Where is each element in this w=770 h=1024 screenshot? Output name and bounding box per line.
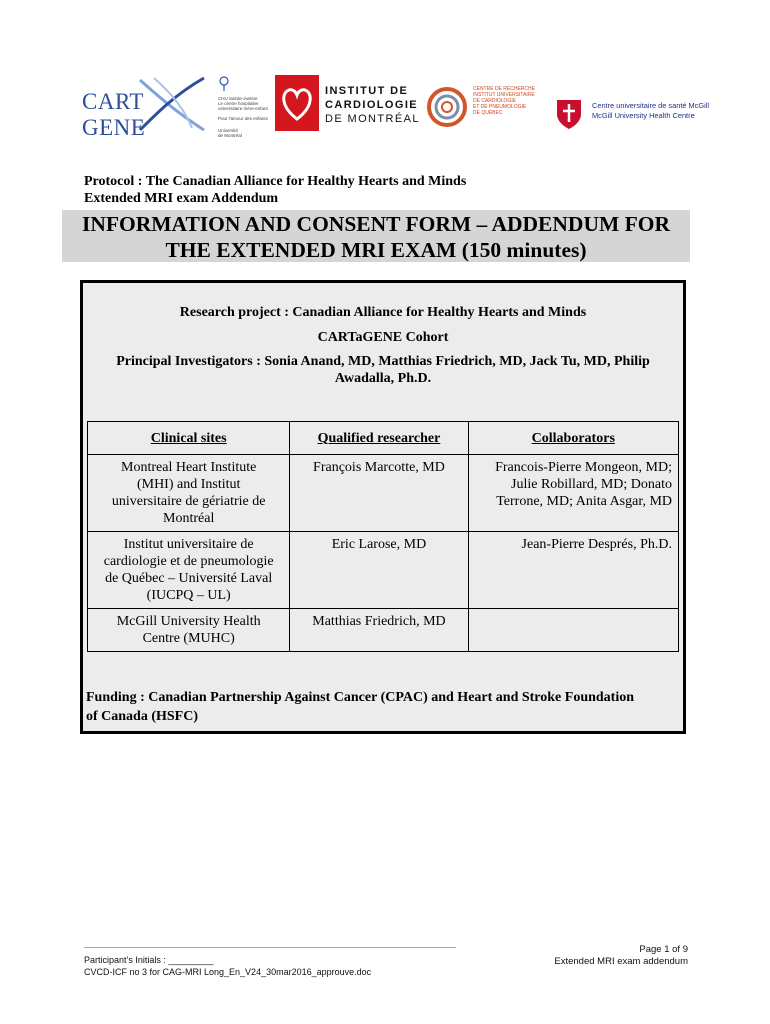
muhc-line: Centre universitaire de santé McGill (592, 101, 710, 110)
chu-line: Le centre hospitalier (218, 101, 259, 106)
chu-line: de Montréal (218, 133, 242, 138)
iucpq-line: INSTITUT UNIVERSITAIRE (473, 92, 535, 98)
iucpq-line: DE CARDIOLOGIE (473, 98, 517, 104)
iucpq-line: CENTRE DE RECHERCHE (473, 86, 535, 92)
table-row (88, 455, 679, 532)
collaborators-cell (468, 455, 678, 532)
cartagene-wordmark: CART GENE (82, 89, 146, 140)
site-line: (IUCPQ – UL) (146, 588, 231, 603)
site-line: cardiologie et de pneumologie (103, 554, 274, 569)
investigators-line: Awadalla, Ph.D. (334, 371, 432, 386)
muhc-shield-icon (555, 98, 583, 130)
page-number: Page 1 of 9 (639, 944, 688, 955)
col-header-collaborators: Collaborators (468, 422, 678, 455)
site-line: (MHI) and Institut (136, 477, 241, 492)
muhc-line: McGill University Health Centre (592, 111, 695, 120)
site-line: de Québec – Université Laval (105, 571, 273, 586)
icm-line: CARDIOLOGIE (325, 99, 419, 111)
site-line: Institut universitaire de (123, 537, 254, 552)
col-header-researcher: Qualified researcher (290, 422, 468, 455)
funding-statement (86, 688, 686, 726)
site-cell (88, 455, 290, 532)
title-line: INFORMATION AND CONSENT FORM – ADDENDUM FOR (81, 212, 671, 236)
table-header-row (88, 422, 679, 455)
document-filename: CVCD-ICF no 3 for CAG-MRI Long_En_V24_30mar2016_approuve.doc (84, 967, 372, 977)
researcher-cell: Eric Larose, MD (290, 532, 468, 609)
researcher-cell: Matthias Friedrich, MD (290, 609, 468, 652)
iucpq-rings-icon (426, 86, 468, 128)
icm-line: DE MONTRÉAL (325, 113, 420, 125)
footer-left (84, 954, 371, 978)
collab-line: Francois-Pierre Mongeon, MD; (495, 460, 672, 475)
researcher-cell: François Marcotte, MD (290, 455, 468, 532)
protocol-heading (84, 173, 466, 207)
protocol-line: Protocol : The Canadian Alliance for Healthy Hearts and Minds (84, 174, 467, 189)
col-header-sites: Clinical sites (88, 422, 290, 455)
cartagene-logo (80, 72, 208, 140)
chu-emblem-icon (218, 76, 230, 92)
table-row (88, 609, 679, 652)
chu-line: universitaire mère-enfant (218, 106, 268, 111)
icm-logo (275, 75, 420, 131)
cohort-name: CARTaGENE Cohort (317, 330, 449, 345)
iucpq-line: ET DE PNEUMOLOGIE (473, 104, 527, 110)
site-cell (88, 532, 290, 609)
chu-line: Université (218, 128, 239, 133)
muhc-logo (555, 92, 710, 132)
footer-right (500, 944, 688, 968)
funding-line: Funding : Canadian Partnership Against Cancer (CPAC) and Heart and Stroke Foundation (86, 690, 635, 705)
icm-line: INSTITUT DE (325, 85, 409, 97)
site-cell (88, 609, 290, 652)
funding-line: of Canada (HSFC) (86, 709, 199, 724)
document-title (62, 211, 690, 263)
participant-initials: Participant’s Initials : _________ (84, 955, 214, 965)
table-row (88, 532, 679, 609)
iucpq-logo (426, 80, 546, 132)
investigators-line: Principal Investigators : Sonia Anand, MD, Matthias Friedrich, MD, Jack Tu, MD, Philip (116, 354, 650, 369)
chu-line: Pour l'amour des enfants (218, 116, 268, 121)
collaborators-cell (468, 532, 678, 609)
collab-line: Julie Robillard, MD; Donato (511, 477, 672, 492)
site-line: McGill University Health (116, 614, 261, 629)
document-name: Extended MRI exam addendum (554, 956, 688, 967)
chu-line: CHU Sainte-Justine (218, 96, 258, 101)
iucpq-line: DE QUÉBEC (473, 110, 503, 116)
protocol-line: Extended MRI exam Addendum (84, 191, 279, 206)
chu-sainte-justine-logo (214, 76, 266, 142)
collab-line: Jean-Pierre Després, Ph.D. (521, 537, 672, 552)
site-line: universitaire de gériatrie de (111, 494, 266, 509)
clinical-sites-table (87, 421, 679, 652)
research-project: Research project : Canadian Alliance for Healthy Hearts and Minds (179, 305, 587, 320)
heart-icon (275, 75, 319, 131)
site-line: Montreal Heart Institute (121, 460, 257, 475)
title-line: THE EXTENDED MRI EXAM (150 minutes) (165, 238, 587, 262)
site-line: Montréal (163, 511, 215, 526)
collab-line: Terrone, MD; Anita Asgar, MD (496, 494, 672, 509)
collaborators-cell (468, 609, 678, 652)
footer-rule: _____________________________________________________________________________________________ (84, 940, 456, 949)
site-line: Centre (MUHC) (142, 631, 235, 646)
